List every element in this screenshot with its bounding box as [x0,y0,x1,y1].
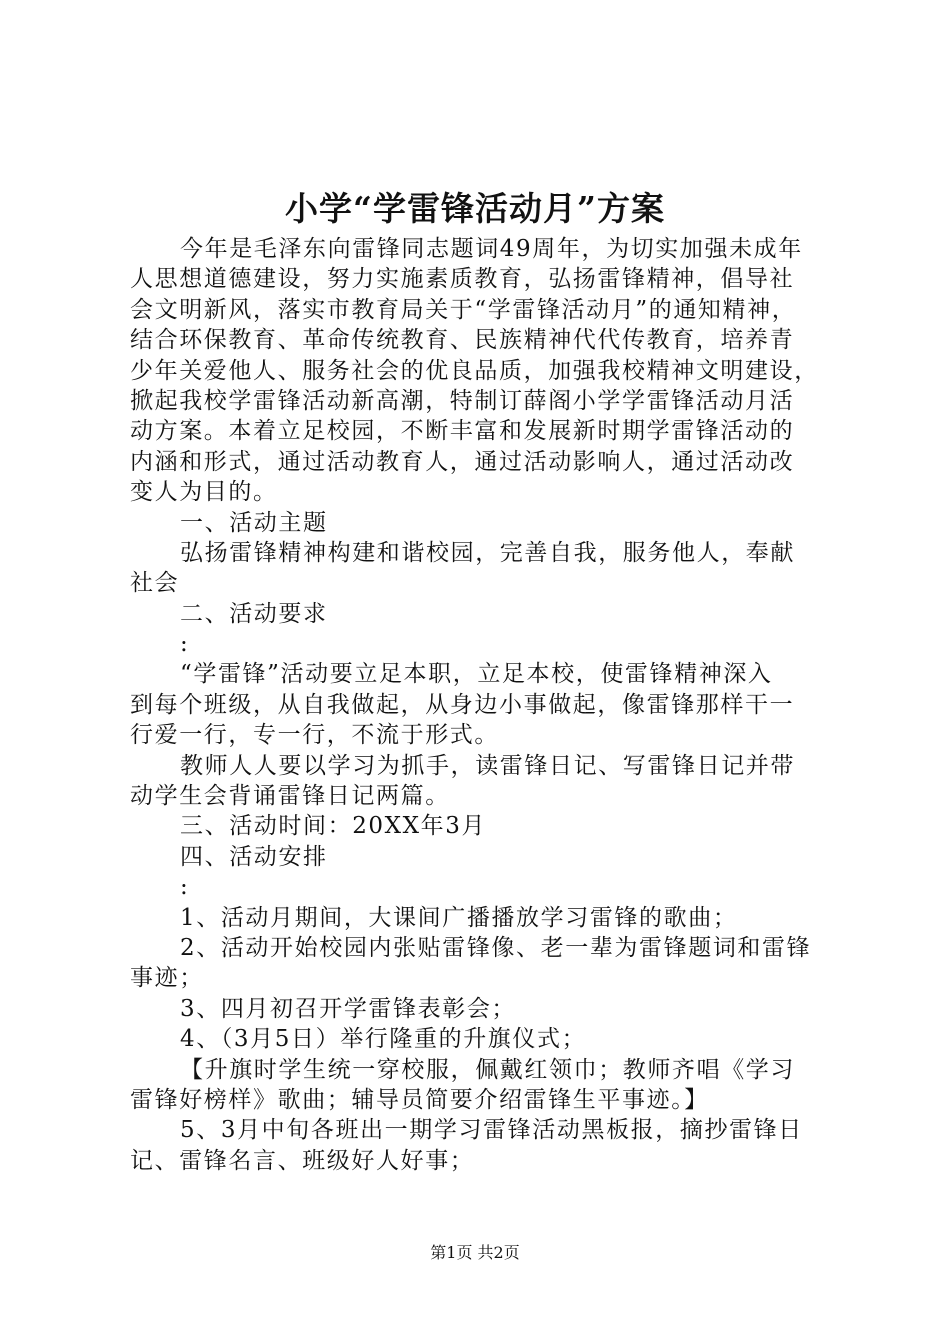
paragraph-line: 二、活动要求 [180,600,328,627]
paragraph-line: 社会 [130,570,180,597]
paragraph-line: 1、活动月期间，大课间广播播放学习雷锋的歌曲； [180,904,738,931]
paragraph-line: 雷锋好榜样》歌曲；辅导员简要介绍雷锋生平事迹。】 [130,1086,709,1113]
document-body [130,234,842,1176]
paragraph-line: 会文明新风，落实市教育局关于“学雷锋活动月”的通知精神， [130,296,797,323]
paragraph-line: 【升旗时学生统一穿校服，佩戴红领巾；教师齐唱《学习 [180,1056,795,1083]
paragraph-line: 今年是毛泽东向雷锋同志题词49周年，为切实加强未成年 [180,236,803,262]
paragraph-line: 3、四月初召开学雷锋表彰会； [180,995,517,1022]
paragraph-line: 记、雷锋名言、班级好人好事； [130,1147,475,1174]
paragraph-line: 2、活动开始校园内张贴雷锋像、老一辈为雷锋题词和雷锋 [180,934,812,961]
paragraph-line: 一、活动主题 [180,509,328,536]
paragraph-line: 内涵和形式，通过活动教育人，通过活动影响人，通过活动改 [130,448,795,475]
paragraph-line: 人思想道德建设，努力实施素质教育，弘扬雷锋精神，倡导社 [130,266,795,293]
paragraph-line: 四、活动安排 [180,843,328,870]
paragraph-line: 动方案。本着立足校园，不断丰富和发展新时期学雷锋活动的 [130,418,795,445]
paragraph-line: 变人为目的。 [130,479,278,506]
page-footer: 第1页 共2页 [430,1243,520,1262]
paragraph-line: “学雷锋”活动要立足本职，立足本校，使雷锋精神深入 [180,661,773,688]
paragraph-line: 5、3月中旬各班出一期学习雷锋活动黑板报，摘抄雷锋日 [180,1117,803,1144]
paragraph-line: 事迹； [130,965,204,992]
paragraph-line: : [180,874,190,901]
paragraph-line: 掀起我校学雷锋活动新高潮，特制订薛阁小学学雷锋活动月活 [130,387,795,414]
paragraph-line: 教师人人要以学习为抓手，读雷锋日记、写雷锋日记并带 [180,752,795,779]
paragraph-line: 少年关爱他人、服务社会的优良品质，加强我校精神文明建设， [130,357,819,384]
paragraph-line: 三、活动时间：20XX年3月 [180,813,487,840]
paragraph-line: 4、（3月5日）举行隆重的升旗仪式； [180,1026,587,1053]
paragraph-line: : [180,631,190,658]
paragraph-line: 动学生会背诵雷锋日记两篇。 [130,783,450,810]
paragraph-line: 结合环保教育、革命传统教育、民族精神代代传教育，培养青 [130,327,795,354]
paragraph-line: 弘扬雷锋精神构建和谐校园，完善自我，服务他人，奉献 [180,539,795,566]
document-title: 小学“学雷锋活动月”方案 [285,189,665,228]
paragraph-line: 到每个班级，从自我做起，从身边小事做起，像雷锋那样干一 [130,691,795,718]
paragraph-line: 行爱一行，专一行，不流于形式。 [130,722,499,749]
